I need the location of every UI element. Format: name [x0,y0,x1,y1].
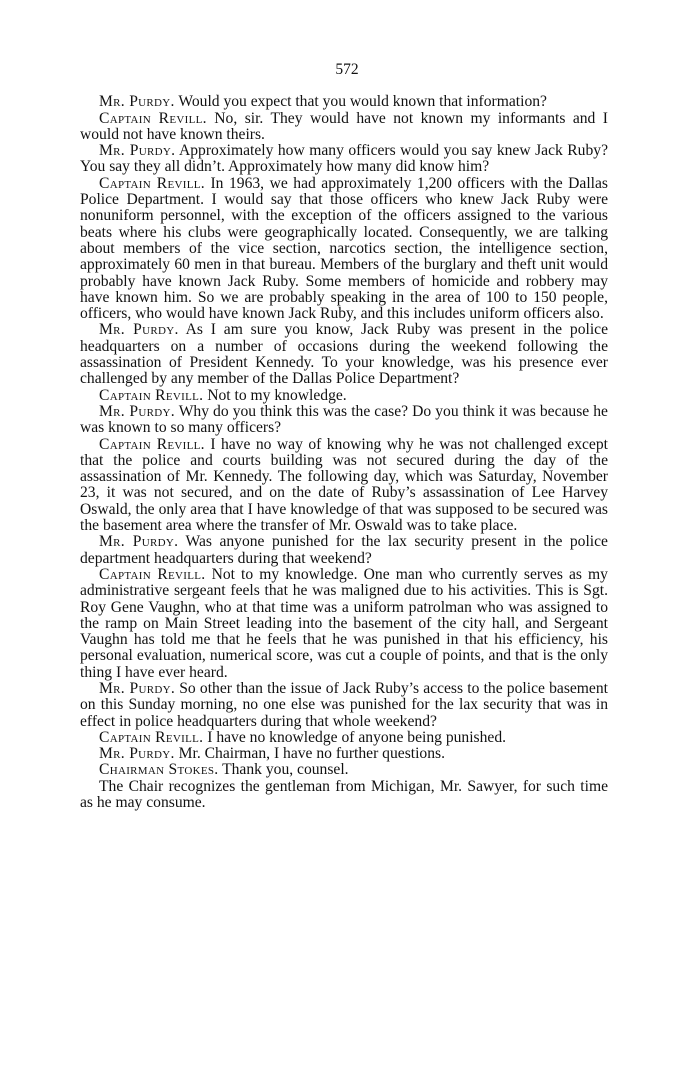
paragraph-text: Thank you, counsel. [222,761,349,779]
testimony-paragraph [80,779,608,812]
testimony-paragraph [80,322,608,387]
testimony-paragraph [80,681,608,730]
paragraph-text: I have no knowledge of anyone being punished. [207,728,507,746]
paragraph-text: The Chair recognizes the gentleman from Michigan, Mr. Sawyer, for such time as he may consume. [80,777,608,812]
speaker-name: Mr. Purdy. [99,142,176,160]
document-body [80,94,608,811]
speaker-name: Mr. Purdy. [99,533,179,551]
speaker-name: Mr. Purdy. [99,402,175,420]
testimony-paragraph [80,388,608,404]
paragraph-text: As I am sure you know, Jack Ruby was present in the police headquarters on a number of occasions during the weekend following the assassination of President Kennedy. To your knowledge, was his presence ever challenged by any member of the Dallas Police Department? [80,321,608,388]
speaker-name: Captain Revill. [99,435,205,453]
paragraph-text: In 1963, we had approximately 1,200 officers with the Dallas Police Department. I would say that those officers who knew Jack Ruby were nonuniform personnel, with the exception of the officers assigned to the various beats where his clubs were geographically located. Consequently, we are talking about members of the vice section, narcotics section, the intelligence section, approximately 60 men in that bureau. Members of the burglary and theft unit would probably have known Jack Ruby. Some members of homicide and robbery may have known him. So we are probably speaking in the area of 100 to 150 people, officers, who would have known Jack Ruby, and this includes uniform officers also. [80,174,608,323]
testimony-paragraph [80,176,608,323]
paragraph-text: Why do you think this was the case? Do you think it was because he was known to so many officers? [80,402,608,437]
speaker-name: Captain Revill. [99,386,204,404]
paragraph-text: Not to my knowledge. [207,386,347,404]
testimony-paragraph [80,94,608,110]
testimony-paragraph [80,534,608,567]
paragraph-text: I have no way of knowing why he was not challenged except that the police and courts building was not secured during the day of the assassination of Mr. Kennedy. The following day, which was Saturday, November 23, it was not secured, and on the date of Ruby’s assassination of Lee Harvey Oswald, the only area that I have knowledge of that was supposed to be secured was the basement area where the transfer of Mr. Oswald was to take place. [80,435,608,535]
testimony-paragraph [80,746,608,762]
speaker-name: Captain Revill. [99,565,206,583]
speaker-name: Chairman Stokes. [99,761,219,779]
testimony-paragraph [80,143,608,176]
paragraph-text: No, sir. They would have not known my informants and I would not have known theirs. [80,109,608,143]
speaker-name: Mr. Purdy. [99,745,175,763]
paragraph-text: So other than the issue of Jack Ruby’s access to the police basement on this Sunday morning, no one else was punished for the lax security that was in effect in police headquarters during that whole weekend? [80,679,608,730]
speaker-name: Captain Revill. [99,728,204,746]
speaker-name: Captain Revill. [99,174,205,192]
testimony-paragraph [80,567,608,681]
speaker-name: Captain Revill. [99,109,207,127]
speaker-name: Mr. Purdy. [99,321,179,339]
paragraph-text: Was anyone punished for the lax security present in the police department headquarters during that weekend? [80,533,608,567]
paragraph-text: Would you expect that you would known that information? [178,93,547,111]
speaker-name: Mr. Purdy. [99,679,176,697]
paragraph-text: Not to my knowledge. One man who currently serves as my administrative sergeant feels that he was maligned due to his activities. This is Sgt. Roy Gene Vaughn, who at that time was a uniform patrolman who was assigned to the ramp on Main Street leading into the basement of the city hall, and Sergeant Vaughn has told me that he feels that he was punished in that his efficiency, his personal evaluation, numerical score, was cut a couple of points, and that is the only thing I have ever heard. [80,565,608,681]
testimony-paragraph [80,437,608,535]
paragraph-text: Mr. Chairman, I have no further questions. [178,745,445,763]
testimony-paragraph [80,762,608,778]
testimony-paragraph [80,111,608,144]
paragraph-text: Approximately how many officers would you say knew Jack Ruby? You say they all didn’t. Approximately how many did know him? [80,142,608,176]
page-number: 572 [335,61,359,78]
speaker-name: Mr. Purdy. [99,93,175,111]
testimony-paragraph [80,730,608,746]
document-page [80,62,608,811]
testimony-paragraph [80,404,608,437]
